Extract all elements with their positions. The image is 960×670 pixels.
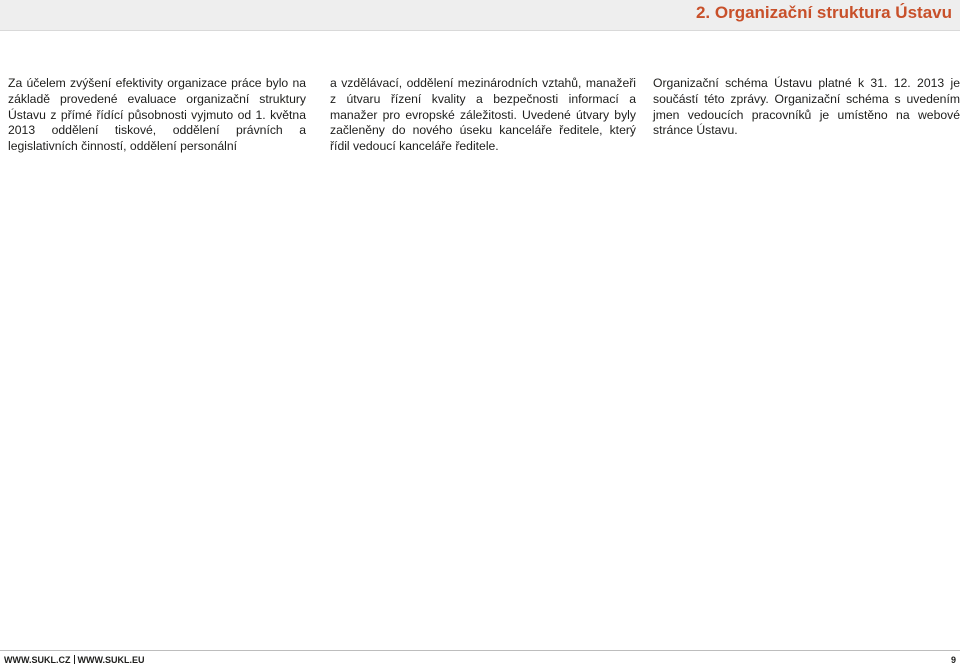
footer-divider xyxy=(0,650,960,651)
page-number: 9 xyxy=(950,655,956,665)
website-link-eu[interactable]: WWW.SUKL.EU xyxy=(77,655,145,665)
footer-separator xyxy=(74,655,75,664)
header-divider xyxy=(0,30,960,31)
text-column-3: Organizační schéma Ústavu platné k 31. 12. 2013 je součástí této zprávy. Organizační schéma s uvedením jmen vedoucích pracovníků je umístěno na webové stránce Ústavu. xyxy=(653,76,960,138)
website-link-cz[interactable]: WWW.SUKL.CZ xyxy=(4,655,71,665)
footer-websites xyxy=(4,655,145,665)
header-band xyxy=(0,0,960,30)
chapter-title: 2. Organizační struktura Ústavu xyxy=(695,3,952,22)
text-column-1: Za účelem zvýšení efektivity organizace práce bylo na základě provedené evaluace organizační struktury Ústavu z přímé řídící působnosti vyjmuto od 1. května 2013 oddělení tiskové, oddělení právních a legislativních činností, oddělení personální xyxy=(8,76,306,154)
text-column-2: a vzdělávací, oddělení mezinárodních vztahů, manažeři z útvaru řízení kvality a bezpečnosti informací a manažer pro evropské záležitosti. Uvedené útvary byly začleněny do nového úseku kanceláře ředitele, který řídil vedoucí kanceláře ředitele. xyxy=(330,76,636,154)
